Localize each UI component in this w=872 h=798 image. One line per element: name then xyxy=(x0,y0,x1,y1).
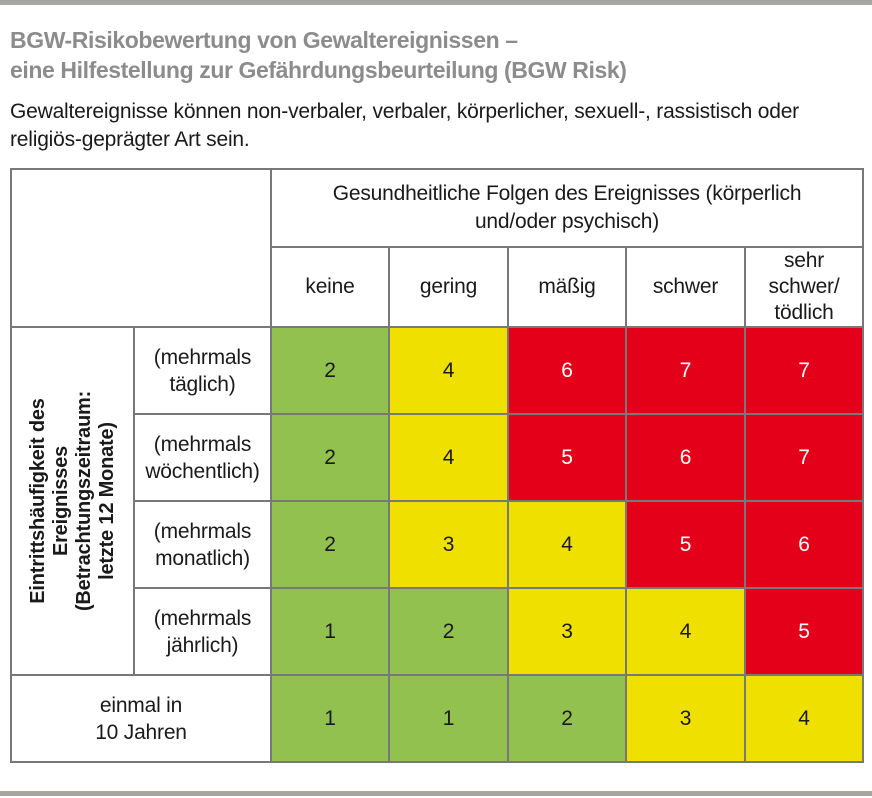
corner-empty-cell xyxy=(11,169,271,327)
risk-cell: 3 xyxy=(626,675,745,762)
column-header-schwer: schwer xyxy=(626,247,745,327)
table-row xyxy=(11,588,863,675)
risk-cell: 2 xyxy=(389,588,508,675)
risk-cell: 6 xyxy=(626,414,745,501)
risk-cell: 4 xyxy=(626,588,745,675)
table-row xyxy=(11,327,863,414)
risk-cell: 2 xyxy=(271,414,389,501)
column-group-header xyxy=(271,169,863,247)
risk-cell: 5 xyxy=(626,501,745,588)
table-row xyxy=(11,675,863,762)
column-header-gering: gering xyxy=(389,247,508,327)
risk-cell: 2 xyxy=(271,327,389,414)
risk-cell: 1 xyxy=(271,588,389,675)
risk-cell: 5 xyxy=(745,588,863,675)
row-label-jaehrlich: (mehrmals jährlich) xyxy=(134,588,271,675)
risk-cell: 4 xyxy=(508,501,626,588)
risk-cell: 7 xyxy=(745,414,863,501)
risk-cell: 2 xyxy=(508,675,626,762)
risk-cell: 2 xyxy=(271,501,389,588)
column-header-keine: keine xyxy=(271,247,389,327)
risk-cell: 3 xyxy=(508,588,626,675)
risk-matrix-table xyxy=(10,168,864,763)
table-row xyxy=(11,414,863,501)
risk-cell: 4 xyxy=(389,327,508,414)
row-label-woechentlich: (mehrmals wöchentlich) xyxy=(134,414,271,501)
risk-cell: 4 xyxy=(389,414,508,501)
risk-cell: 4 xyxy=(745,675,863,762)
table-row xyxy=(11,169,863,247)
row-label-einmal-10-jahre: einmal in 10 Jahren xyxy=(11,675,271,762)
column-group-header-text: Gesundheitliche Folgen des Ereignisses (körperlich und/oder psychisch) xyxy=(332,182,802,233)
risk-cell: 7 xyxy=(626,327,745,414)
risk-cell: 7 xyxy=(745,327,863,414)
page-title xyxy=(10,25,862,85)
bottom-divider-bar xyxy=(0,791,872,796)
column-header-maessig: mäßig xyxy=(508,247,626,327)
table-row xyxy=(11,501,863,588)
column-header-sehr-schwer: sehr schwer/ tödlich xyxy=(745,247,863,327)
risk-cell: 6 xyxy=(508,327,626,414)
risk-cell: 6 xyxy=(745,501,863,588)
page-subtitle: Gewaltereignisse können non-verbaler, verbaler, körperlicher, sexuell-, rassistisch oder religiös-geprägter Art sein. xyxy=(10,100,799,151)
row-label-monatlich: (mehrmals monatlich) xyxy=(134,501,271,588)
page-title-line-2: eine Hilfestellung zur Gefährdungsbeurteilung (BGW Risk) xyxy=(10,57,627,83)
top-divider-bar xyxy=(0,0,872,5)
page-title-line-1: BGW-Risikobewertung von Gewaltereignissen – xyxy=(10,27,518,53)
risk-cell: 5 xyxy=(508,414,626,501)
risk-cell: 3 xyxy=(389,501,508,588)
row-label-taeglich: (mehrmals täglich) xyxy=(134,327,271,414)
risk-cell: 1 xyxy=(389,675,508,762)
risk-cell: 1 xyxy=(271,675,389,762)
row-group-header-text: Eintrittshäufigkeit des Ereignisses (Betrachtungszeitraum: letzte 12 Monate) xyxy=(26,390,118,612)
row-group-header xyxy=(11,327,134,675)
